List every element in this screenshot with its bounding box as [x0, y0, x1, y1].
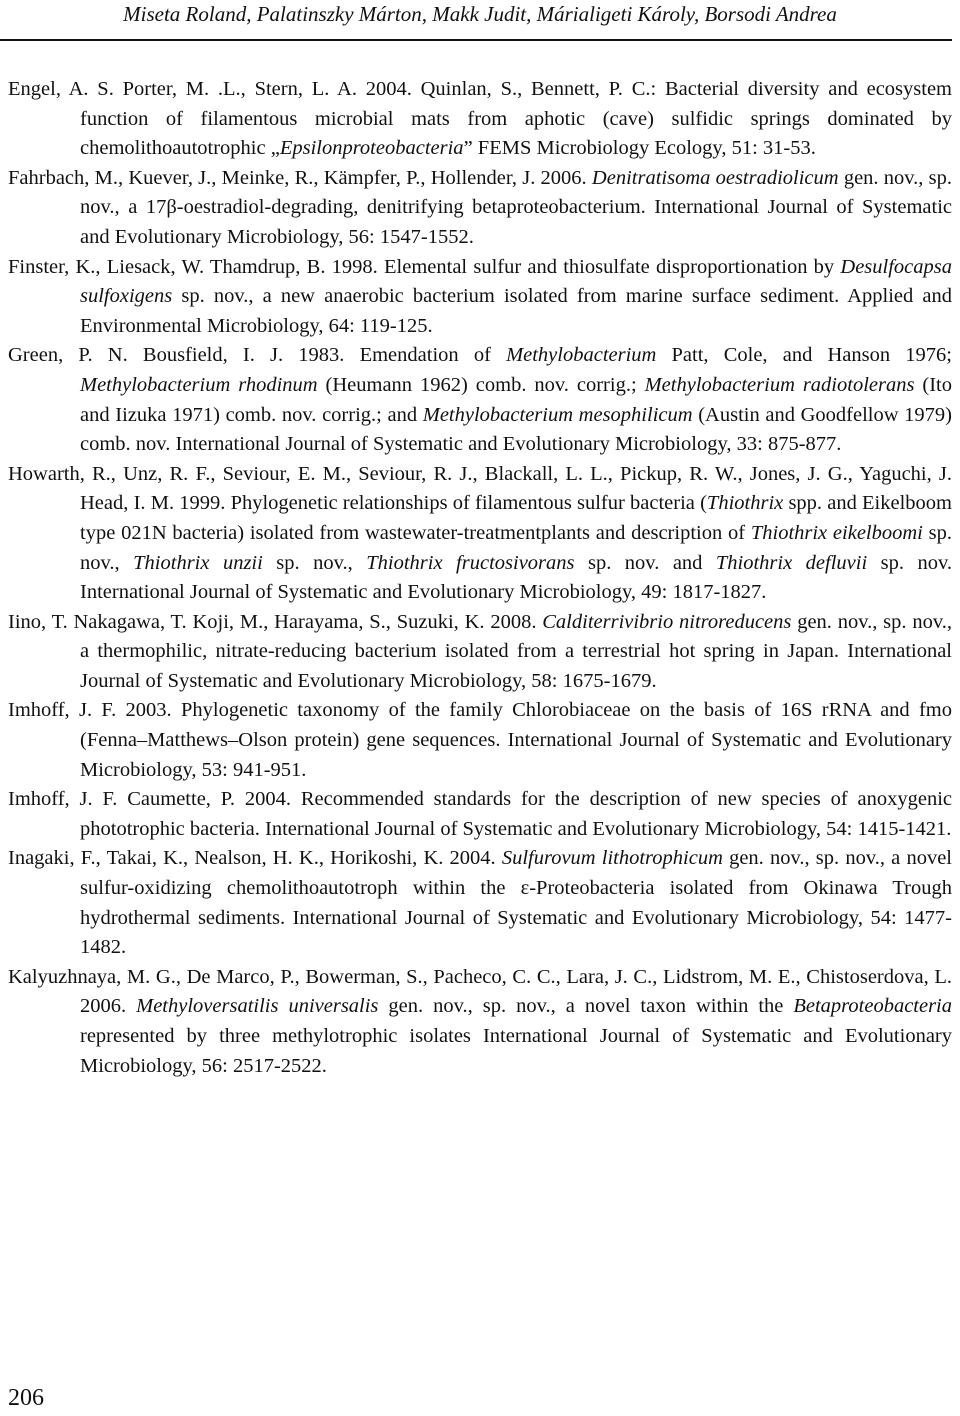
reference-entry: Imhoff, J. F. 2003. Phylogenetic taxonomy of the family Chlorobiaceae on the basis of 16S rRNA and fmo (Fenna–Matthews–Olson protein) gene sequences. International Journal of Systematic and Evolutionary Microbiology, 53: 941-951.	[8, 699, 952, 781]
reference-entry: Imhoff, J. F. Caumette, P. 2004. Recommended standards for the description of new species of anoxygenic phototrophic bacteria. International Journal of Systematic and Evolutionary Microbiology, 54: 1415-1421.	[8, 788, 952, 840]
reference-entry: Fahrbach, M., Kuever, J., Meinke, R., Kämpfer, P., Hollender, J. 2006. Denitratisoma oestradiolicum gen. nov., sp. nov., a 17β-oestradiol-degrading, denitrifying betaproteobacterium. International Journal of Systematic and Evolutionary Microbiology, 56: 1547-1552.	[8, 166, 953, 248]
reference-entry: Green, P. N. Bousfield, I. J. 1983. Emendation of Methylobacterium Patt, Cole, and Hanson 1976; Methylobacterium rhodinum (Heumann 1962) comb. nov. corrig.; Methylobacterium radiotolerans (Ito and Iizuka 1971) comb. nov. corrig.; and Methylobacterium mesophilicum (Austin and Goodfellow 1979) comb. nov. International Journal of Systematic and Evolutionary Microbiology, 33: 875-877.	[8, 344, 952, 456]
header-rule	[0, 39, 952, 41]
reference-entry: Inagaki, F., Takai, K., Nealson, H. K., Horikoshi, K. 2004. Sulfurovum lithotrophicum gen. nov., sp. nov., a novel sulfur-oxidizing chemolithoautotroph within the ε-Proteobacteria isolated from Okinawa Trough hydrothermal sediments. International Journal of Systematic and Evolutionary Microbiology, 54: 1477-1482.	[8, 847, 952, 959]
reference-entry: Finster, K., Liesack, W. Thamdrup, B. 1998. Elemental sulfur and thiosulfate disproportionation by Desulfocapsa sulfoxigens sp. nov., a new anaerobic bacterium isolated from marine surface sediment. Applied and Environmental Microbiology, 64: 119-125.	[8, 255, 952, 337]
reference-entry: Iino, T. Nakagawa, T. Koji, M., Harayama, S., Suzuki, K. 2008. Calditerrivibrio nitroreducens gen. nov., sp. nov., a thermophilic, nitrate-reducing bacterium isolated from a terrestrial hot spring in Japan. International Journal of Systematic and Evolutionary Microbiology, 58: 1675-1679.	[8, 610, 952, 692]
page-number: 206	[8, 1385, 44, 1411]
reference-entry: Kalyuzhnaya, M. G., De Marco, P., Bowerman, S., Pacheco, C. C., Lara, J. C., Lidstrom, M. E., Chistoserdova, L. 2006. Methyloversatilis universalis gen. nov., sp. nov., a novel taxon within the Betaproteobacteria represented by three methylotrophic isolates International Journal of Systematic and Evolutionary Microbiology, 56: 2517-2522.	[8, 965, 953, 1077]
reference-entry: Howarth, R., Unz, R. F., Seviour, E. M., Seviour, R. J., Blackall, L. L., Pickup, R. W., Jones, J. G., Yaguchi, J. Head, I. M. 1999. Phylogenetic relationships of filamentous sulfur bacteria (Thiothrix spp. and Eikelboom type 021N bacteria) isolated from wastewater-treatmentplants and description of Thiothrix eikelboomi sp. nov., Thiothrix unzii sp. nov., Thiothrix fructosivorans sp. nov. and Thiothrix defluvii sp. nov. International Journal of Systematic and Evolutionary Microbiology, 49: 1817-1827.	[8, 462, 953, 604]
running-header: Miseta Roland, Palatinszky Márton, Makk Judit, Márialigeti Károly, Borsodi Andrea	[123, 2, 837, 26]
reference-list	[0, 75, 952, 1081]
reference-entry: Engel, A. S. Porter, M. .L., Stern, L. A. 2004. Quinlan, S., Bennett, P. C.: Bacterial diversity and ecosystem function of filamentous microbial mats from aphotic (cave) sulfidic springs dominated by chemolithoautotrophic „Epsilonproteobacteria” FEMS Microbiology Ecology, 51: 31-53.	[8, 78, 952, 160]
